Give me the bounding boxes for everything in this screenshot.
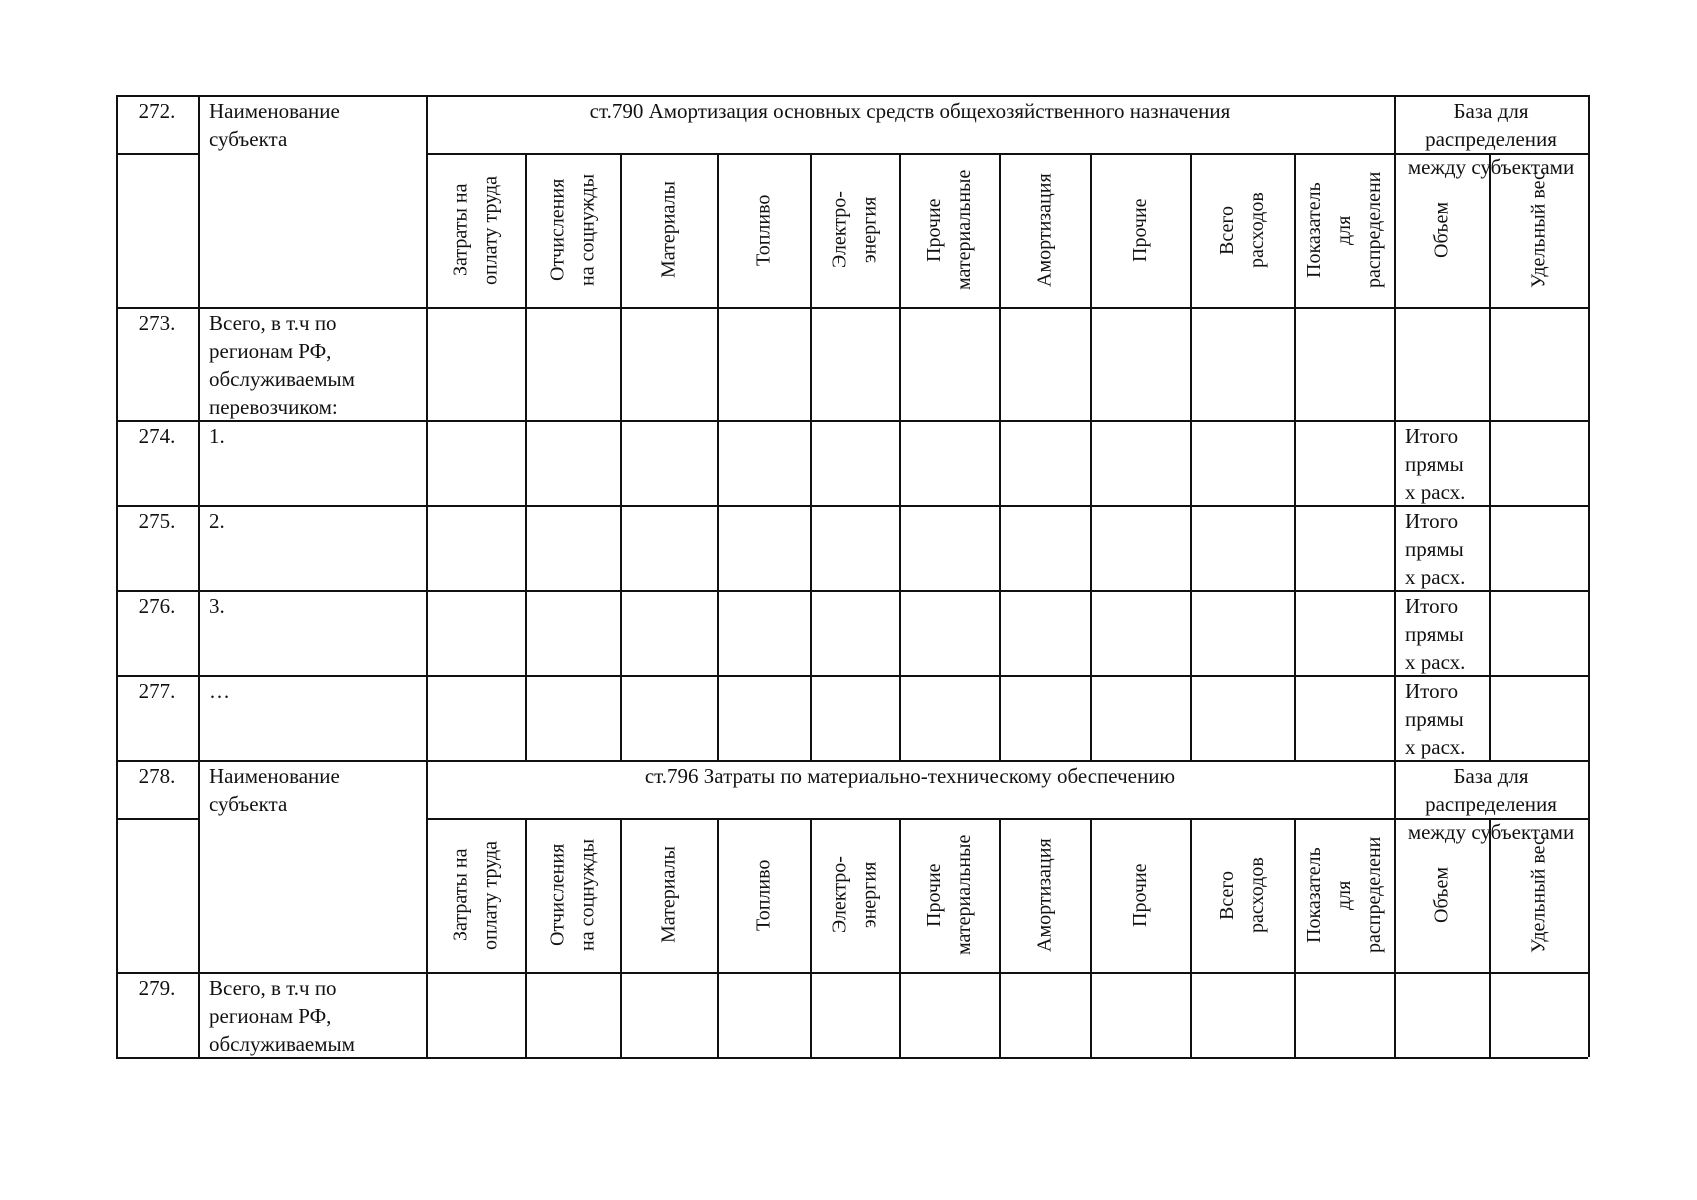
column-header-total: Всего расходов: [1216, 857, 1268, 933]
column-header-volume: Объем: [1430, 202, 1453, 258]
column-header-materials: Материалы: [657, 846, 680, 944]
row-base-indicator: Итого прямы х расх.: [1405, 424, 1466, 504]
column-header-weight: Удельный вес: [1527, 836, 1550, 954]
section-title: ст.790 Амортизация основных средств общехозяйственного назначения: [589, 99, 1231, 123]
subject-name-header: Наименование субъекта: [209, 99, 340, 151]
column-header-fuel: Топливо: [752, 859, 775, 931]
subject-name-header: Наименование субъекта: [209, 764, 340, 816]
distribution-base-header: База для распределения между субъектами: [1407, 764, 1575, 844]
row-number: 273.: [138, 311, 176, 335]
column-header-fuel: Топливо: [752, 194, 775, 266]
number-column-border: [198, 95, 200, 760]
row-number: 278.: [138, 764, 176, 788]
number-column-divider: [116, 153, 198, 155]
row-number: 279.: [138, 976, 176, 1000]
row-name: 2.: [209, 509, 225, 533]
row-name: 1.: [209, 424, 225, 448]
left-border: [116, 760, 118, 1057]
row-name: Всего, в т.ч по регионам РФ, обслуживаемым перевозчиком:: [209, 311, 355, 419]
row-number: 277.: [138, 679, 176, 703]
column-header-electricity: Электро- энергия: [828, 856, 881, 934]
right-border: [1588, 95, 1590, 760]
column-header-labor: Затраты на оплату труда: [449, 840, 502, 950]
column-header-weight: Удельный вес: [1527, 171, 1550, 289]
column-header-other-material: Прочие материальные: [923, 834, 975, 956]
row-base-indicator: Итого прямы х расх.: [1405, 594, 1466, 674]
section-title: ст.796 Затраты по материально-техническому обеспечению: [644, 764, 1176, 788]
row-number: 275.: [138, 509, 176, 533]
row-base-indicator: Итого прямы х расх.: [1405, 509, 1466, 589]
column-header-depreciation: Амортизация: [1033, 838, 1056, 952]
column-header-electricity: Электро- энергия: [828, 191, 881, 269]
row-name: Всего, в т.ч по регионам РФ, обслуживаемым: [209, 976, 355, 1056]
number-column-divider: [116, 818, 198, 820]
row-number: 274.: [138, 424, 176, 448]
column-header-labor: Затраты на оплату труда: [449, 175, 502, 285]
number-column-border: [198, 760, 200, 1057]
row-number: 272.: [138, 99, 176, 123]
column-header-indicator: Показатель для распределени: [1303, 836, 1385, 954]
row-base-indicator: Итого прямы х расх.: [1405, 679, 1466, 759]
row-name: 3.: [209, 594, 225, 618]
column-header-other: Прочие: [1129, 198, 1151, 262]
column-header-indicator: Показатель для распределени: [1303, 171, 1385, 289]
distribution-base-header: База для распределения между субъектами: [1407, 99, 1575, 179]
column-header-materials: Материалы: [657, 181, 680, 279]
column-header-other-material: Прочие материальные: [923, 169, 975, 291]
column-header-depreciation: Амортизация: [1033, 173, 1056, 287]
right-border: [1588, 760, 1590, 1057]
column-header-social: Отчисления на соцнужды: [546, 838, 599, 952]
row-number: 276.: [138, 594, 176, 618]
column-header-other: Прочие: [1129, 863, 1151, 927]
column-header-social: Отчисления на соцнужды: [546, 173, 599, 287]
row-name: …: [209, 679, 230, 703]
column-header-volume: Объем: [1430, 867, 1453, 923]
column-header-total: Всего расходов: [1216, 192, 1268, 268]
